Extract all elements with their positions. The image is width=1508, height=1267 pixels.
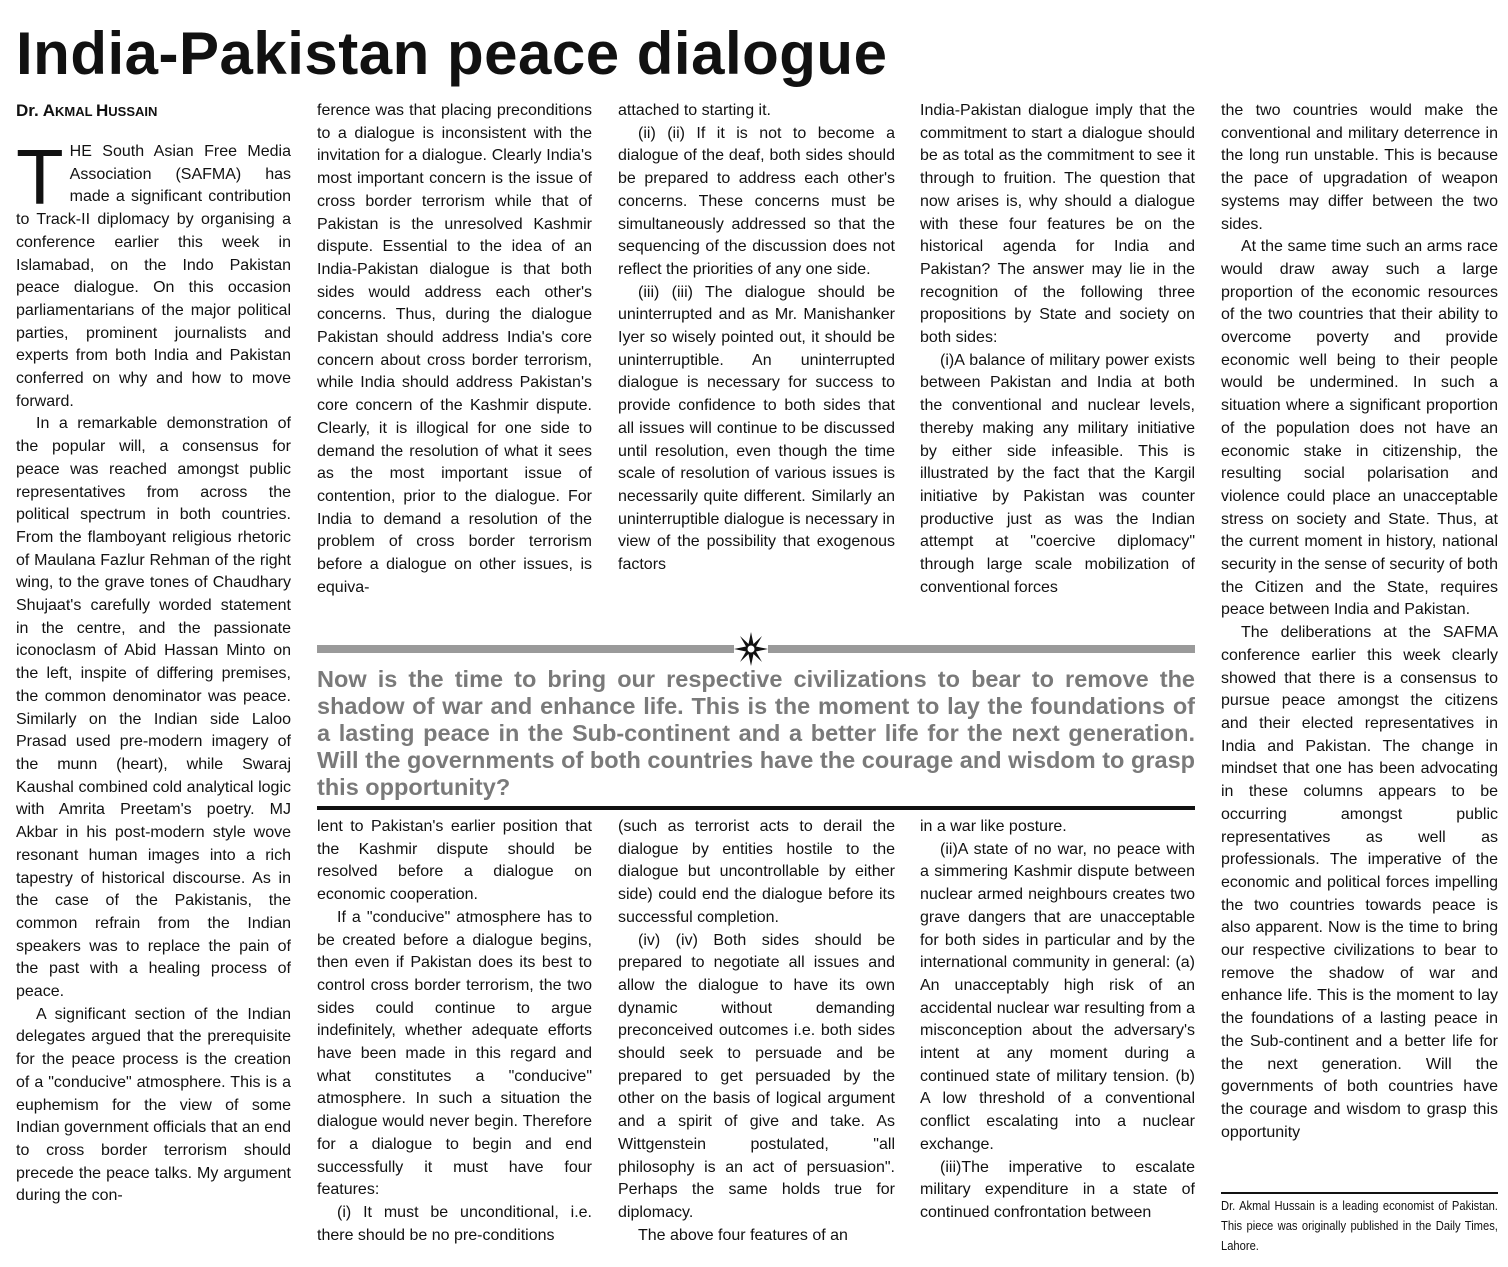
paragraph: ference was that placing preconditions to a dialogue is inconsistent with the invitation for a dialogue. Clearly India's most important concern is the issue of cross border terrorism while that of Pakistan is the unresolved Kashmir dispute. Essential to the idea of an India-Pakistan dialogue is that both sides would address each other's concerns. Thus, during the dialogue Pakistan should address India's core concern about cross border terrorism, while India should address Pakistan's core concern of the Kashmir dispute. Clearly, it is illogical for one side to demand the resolution of what it sees as the most important issue of contention, prior to the dialogue. For India to demand a resolution of the problem of cross border terrorism before a dialogue on other issues, is equiva- [317,102,592,596]
paragraph: the two countries would make the conventional and military deterrence in the long run unstable. This is because the pace of upgradation of weapon systems may differ between the two sides. [1221,102,1498,233]
drop-cap: T [16,133,64,221]
credit-rule [1221,1192,1498,1194]
paragraph: (ii)A state of no war, no peace with a simmering Kashmir dispute between nuclear armed neighbours creates two grave dangers that are unacceptable for both sides in particular and by the international community in general: (a) An unacceptably high risk of an accidental nuclear war resulting from a misconception about the adversary's intent at any moment during a continued state of military tension. (b) A low threshold of a conventional conflict escalating into a nuclear exchange. [920,840,1195,1153]
paragraph: lent to Pakistan's earlier position that the Kashmir dispute should be resolved before a dialogue on economic cooperation. [317,818,592,904]
column-2-bottom [317,816,592,1256]
paragraph: (iii)The imperative to escalate military expenditure in a state of continued confrontation between [920,1158,1195,1221]
author-credit: Dr. Akmal Hussain is a leading economist of Pakistan. This piece was originally published in the Daily Times, Lahore. [1221,1198,1498,1253]
byline: Dr. AKMAL HUSSAIN [16,101,158,120]
paragraph: The above four features of an [638,1226,848,1244]
paragraph: In a remarkable demonstration of the popular will, a consensus for peace was reached amongst public representatives from across the political spectrum in both countries. From the flamboyant religious rhetoric of Maulana Fazlur Rehman of the right wing, to the grave tones of Chaudhary Shujaat's carefully worded statement in the centre, and the passionate iconoclasm of Abid Hassan Minto on the left, inspite of differing premises, the common denominator was peace. Similarly on the Indian side Laloo Prasad used pre-modern imagery of the munn (heart), while Swaraj Kaushal combined cold analytical logic with Amrita Preetam's poetry. MJ Akbar in his post-modern style wove resonant human images into a rich tapestry of historical discourse. As in the case of the Pakistanis, the common refrain from the Indian speakers was to replace the pain of the past with a healing process of peace. [16,415,291,1001]
paragraph: The deliberations at the SAFMA conference earlier this week clearly showed that there is a consensus to pursue peace amongst the citizens and their elected representatives in India and Pakistan. The change in mindset that one has been advocating in these columns appears to be occurring amongst public representatives as well as professionals. The imperative of the economic and political forces impelling the two countries towards peace is also apparent. Now is the time to bring our respective civilizations to bear to remove the shadow of war and enhance life. This is the moment to lay the foundations of a lasting peace in the Sub-continent and a better life for the next generation. Will the governments of both countries have the courage and wisdom to grasp this opportunity [1221,624,1498,1141]
pull-quote: Now is the time to bring our respective civilizations to bear to remove the shadow of war and enhance life. This is the moment to lay the foundations of a lasting peace in the Sub-continent and a better life for the next generation. Will the governments of both countries have the courage and wisdom to grasp this opportunity? [317,666,1195,800]
paragraph: At the same time such an arms race would draw away such a large proportion of the economic resources of the two countries that their ability to overcome poverty and provide economic well being to their people would be undermined. In such a situation where a significant proportion of the population does not have an economic stake in citizenship, the resulting social polarisation and violence could place an unacceptable stress on society and State. Thus, at the current moment in history, national security in the sense of security of both the Citizen and the State, requires peace between India and Pakistan. [1221,238,1498,619]
paragraph: (i)A balance of military power exists between Pakistan and India at both the conventional and nuclear levels, thereby making any military initiative by either side infeasible. This is illustrated by the fact that the Kargil initiative by Pakistan was counter productive just as was the Indian attempt at "coercive diplomacy" through large scale mobilization of conventional forces [920,351,1195,596]
column-2-top [317,100,592,628]
headline: India-Pakistan peace dialogue [16,20,888,87]
paragraph: (iv) (iv) Both sides should be prepared to negotiate all issues and allow the dialogue to have its own dynamic without demanding preconceived outcomes i.e. both sides should seek to persuade and be prepared to get persuaded by the other on the basis of logical argument and a spirit of give and take. As Wittgenstein postulated, "all philosophy is an act of persuasion". Perhaps the same holds true for diplomacy. [618,931,895,1221]
column-4-top [920,100,1195,628]
column-5 [1221,100,1498,1188]
paragraph: (ii) (ii) If it is not to become a dialogue of the deaf, both sides should be prepared to address each other's concerns. These concerns must be simultaneously addressed so that the sequencing of the discussion does not reflect the priorities of any one side. [618,124,895,278]
paragraph: India-Pakistan dialogue imply that the commitment to start a dialogue should be as total as the commitment to see it through to fruition. The question that now arises is, why should a dialogue with these four features be on the historical agenda for India and Pakistan? The answer may lie in the recognition of the following three propositions by State and society on both sides: [920,102,1195,347]
paragraph: THE South Asian Free Media Association (SAFMA) has made a significant contribution to Track-II diplomacy by organising a conference earlier this week in Islamabad, on the Indo Pakistan peace dialogue. On this occasion parliamentarians of the major political parties, prominent journalists and experts from both India and Pakistan conferred on why and how to move forward. [16,133,291,410]
column-3-top [618,100,895,628]
paragraph: (iii) (iii) The dialogue should be uninterrupted and as Mr. Manishanker Iyer so wisely pointed out, it should be uninterruptible. An uninterrupted dialogue is necessary for success to provide confidence to both sides that all issues will continue to be discussed until resolution, even though the time scale of resolution of various issues is necessarily quite different. Similarly an uninterruptible dialogue is necessary in view of the possibility that exogenous factors [618,283,895,574]
column-3-bottom [618,816,895,1256]
paragraph: attached to starting it. [618,102,771,119]
starburst-ornament-icon [734,632,768,666]
paragraph: (i) It must be unconditional, i.e. there should be no pre-conditions [317,1203,592,1244]
paragraph: (such as terrorist acts to derail the dialogue by entities hostile to the dialogue but uncontrollable by either side) could end the dialogue before its successful completion. [618,818,895,926]
pullquote-bottom-rule [317,806,1195,810]
column-4-bottom [920,816,1195,1256]
column-1 [16,100,291,1260]
paragraph: A significant section of the Indian delegates argued that the prerequisite for the peace process is the creation of a "conducive" atmosphere. This is a euphemism for the view of some Indian government officials that an end to cross border terrorism should precede the peace talks. My argument during the con- [16,1005,291,1205]
paragraph: If a "conducive" atmosphere has to be created before a dialogue begins, then even if Pakistan does its best to control cross border terrorism, the two sides could continue to argue indefinitely, whether adequate efforts have been made in this regard and what constitutes a "conducive" atmosphere. In such a situation the dialogue would never begin. Therefore for a dialogue to begin and end successfully it must have four features: [317,908,592,1199]
paragraph: in a war like posture. [920,818,1067,835]
